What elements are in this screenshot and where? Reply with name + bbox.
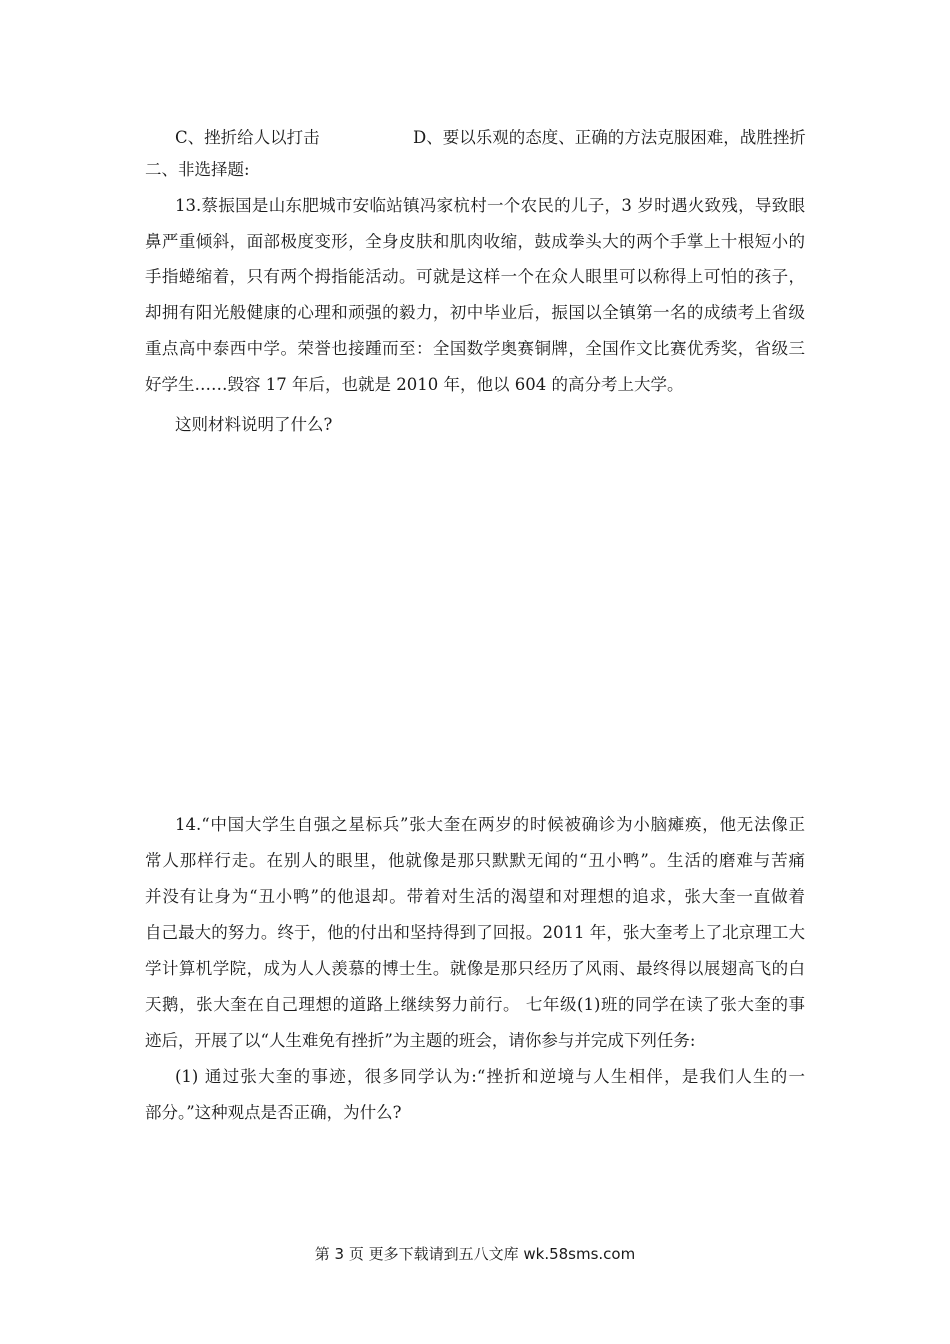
paragraph-line: 14.“中国大学生自强之星标兵”张大奎在两岁的时候被确诊为小脑瘫痪，他无法像正: [175, 815, 805, 834]
page-footer: 第 3 页 更多下载请到五八文库 wk.58sms.com: [314, 1245, 636, 1263]
paragraph-line: 手指蜷缩着，只有两个拇指能活动。可就是这样一个在众人眼里可以称得上可怕的孩子，: [145, 267, 805, 286]
paragraph-line: 学计算机学院，成为人人羡慕的博士生。就像是那只经历了风雨、最终得以展翅高飞的白: [145, 959, 805, 978]
sub-question-1-cont: 部分。”这种观点是否正确，为什么?: [145, 1103, 402, 1122]
paragraph-line: 并没有让身为“丑小鸭”的他退却。带着对生活的渴望和对理想的追求，张大奎一直做着: [145, 887, 805, 906]
paragraph-line: 常人那样行走。在别人的眼里，他就像是那只默默无闻的“丑小鸭”。生活的磨难与苦痛: [145, 851, 805, 870]
option-d: D、要以乐观的态度、正确的方法克服困难，战胜挫折: [413, 128, 806, 147]
sub-question-1: (1) 通过张大奎的事迹，很多同学认为:“挫折和逆境与人生相伴，是我们人生的一: [175, 1067, 805, 1086]
paragraph-line: 13.蔡振国是山东肥城市安临站镇冯家杭村一个农民的儿子，3 岁时遇火致残，导致眼: [175, 196, 805, 215]
paragraph-line: 自己最大的努力。终于，他的付出和坚持得到了回报。2011 年，张大奎考上了北京理工大: [145, 923, 805, 942]
paragraph-line: 却拥有阳光般健康的心理和顽强的毅力，初中毕业后，振国以全镇第一名的成绩考上省级: [145, 303, 805, 322]
paragraph-line: 重点高中泰西中学。荣誉也接踵而至：全国数学奥赛铜牌，全国作文比赛优秀奖，省级三: [145, 339, 805, 358]
paragraph-line: 鼻严重倾斜，面部极度变形，全身皮肤和肌肉收缩，鼓成拳头大的两个手掌上十根短小的: [145, 232, 805, 251]
paragraph-line: 好学生……毁容 17 年后，也就是 2010 年，他以 604 的高分考上大学。: [145, 375, 684, 394]
section-title: 二、非选择题:: [145, 160, 250, 179]
paragraph-line: 迹后，开展了以“人生难免有挫折”为主题的班会，请你参与并完成下列任务:: [145, 1031, 696, 1050]
question-prompt: 这则材料说明了什么?: [175, 415, 333, 434]
paragraph-line: 天鹅，张大奎在自己理想的道路上继续努力前行。 七年级(1)班的同学在读了张大奎的事: [145, 995, 805, 1014]
option-c: C、挫折给人以打击: [175, 128, 320, 147]
